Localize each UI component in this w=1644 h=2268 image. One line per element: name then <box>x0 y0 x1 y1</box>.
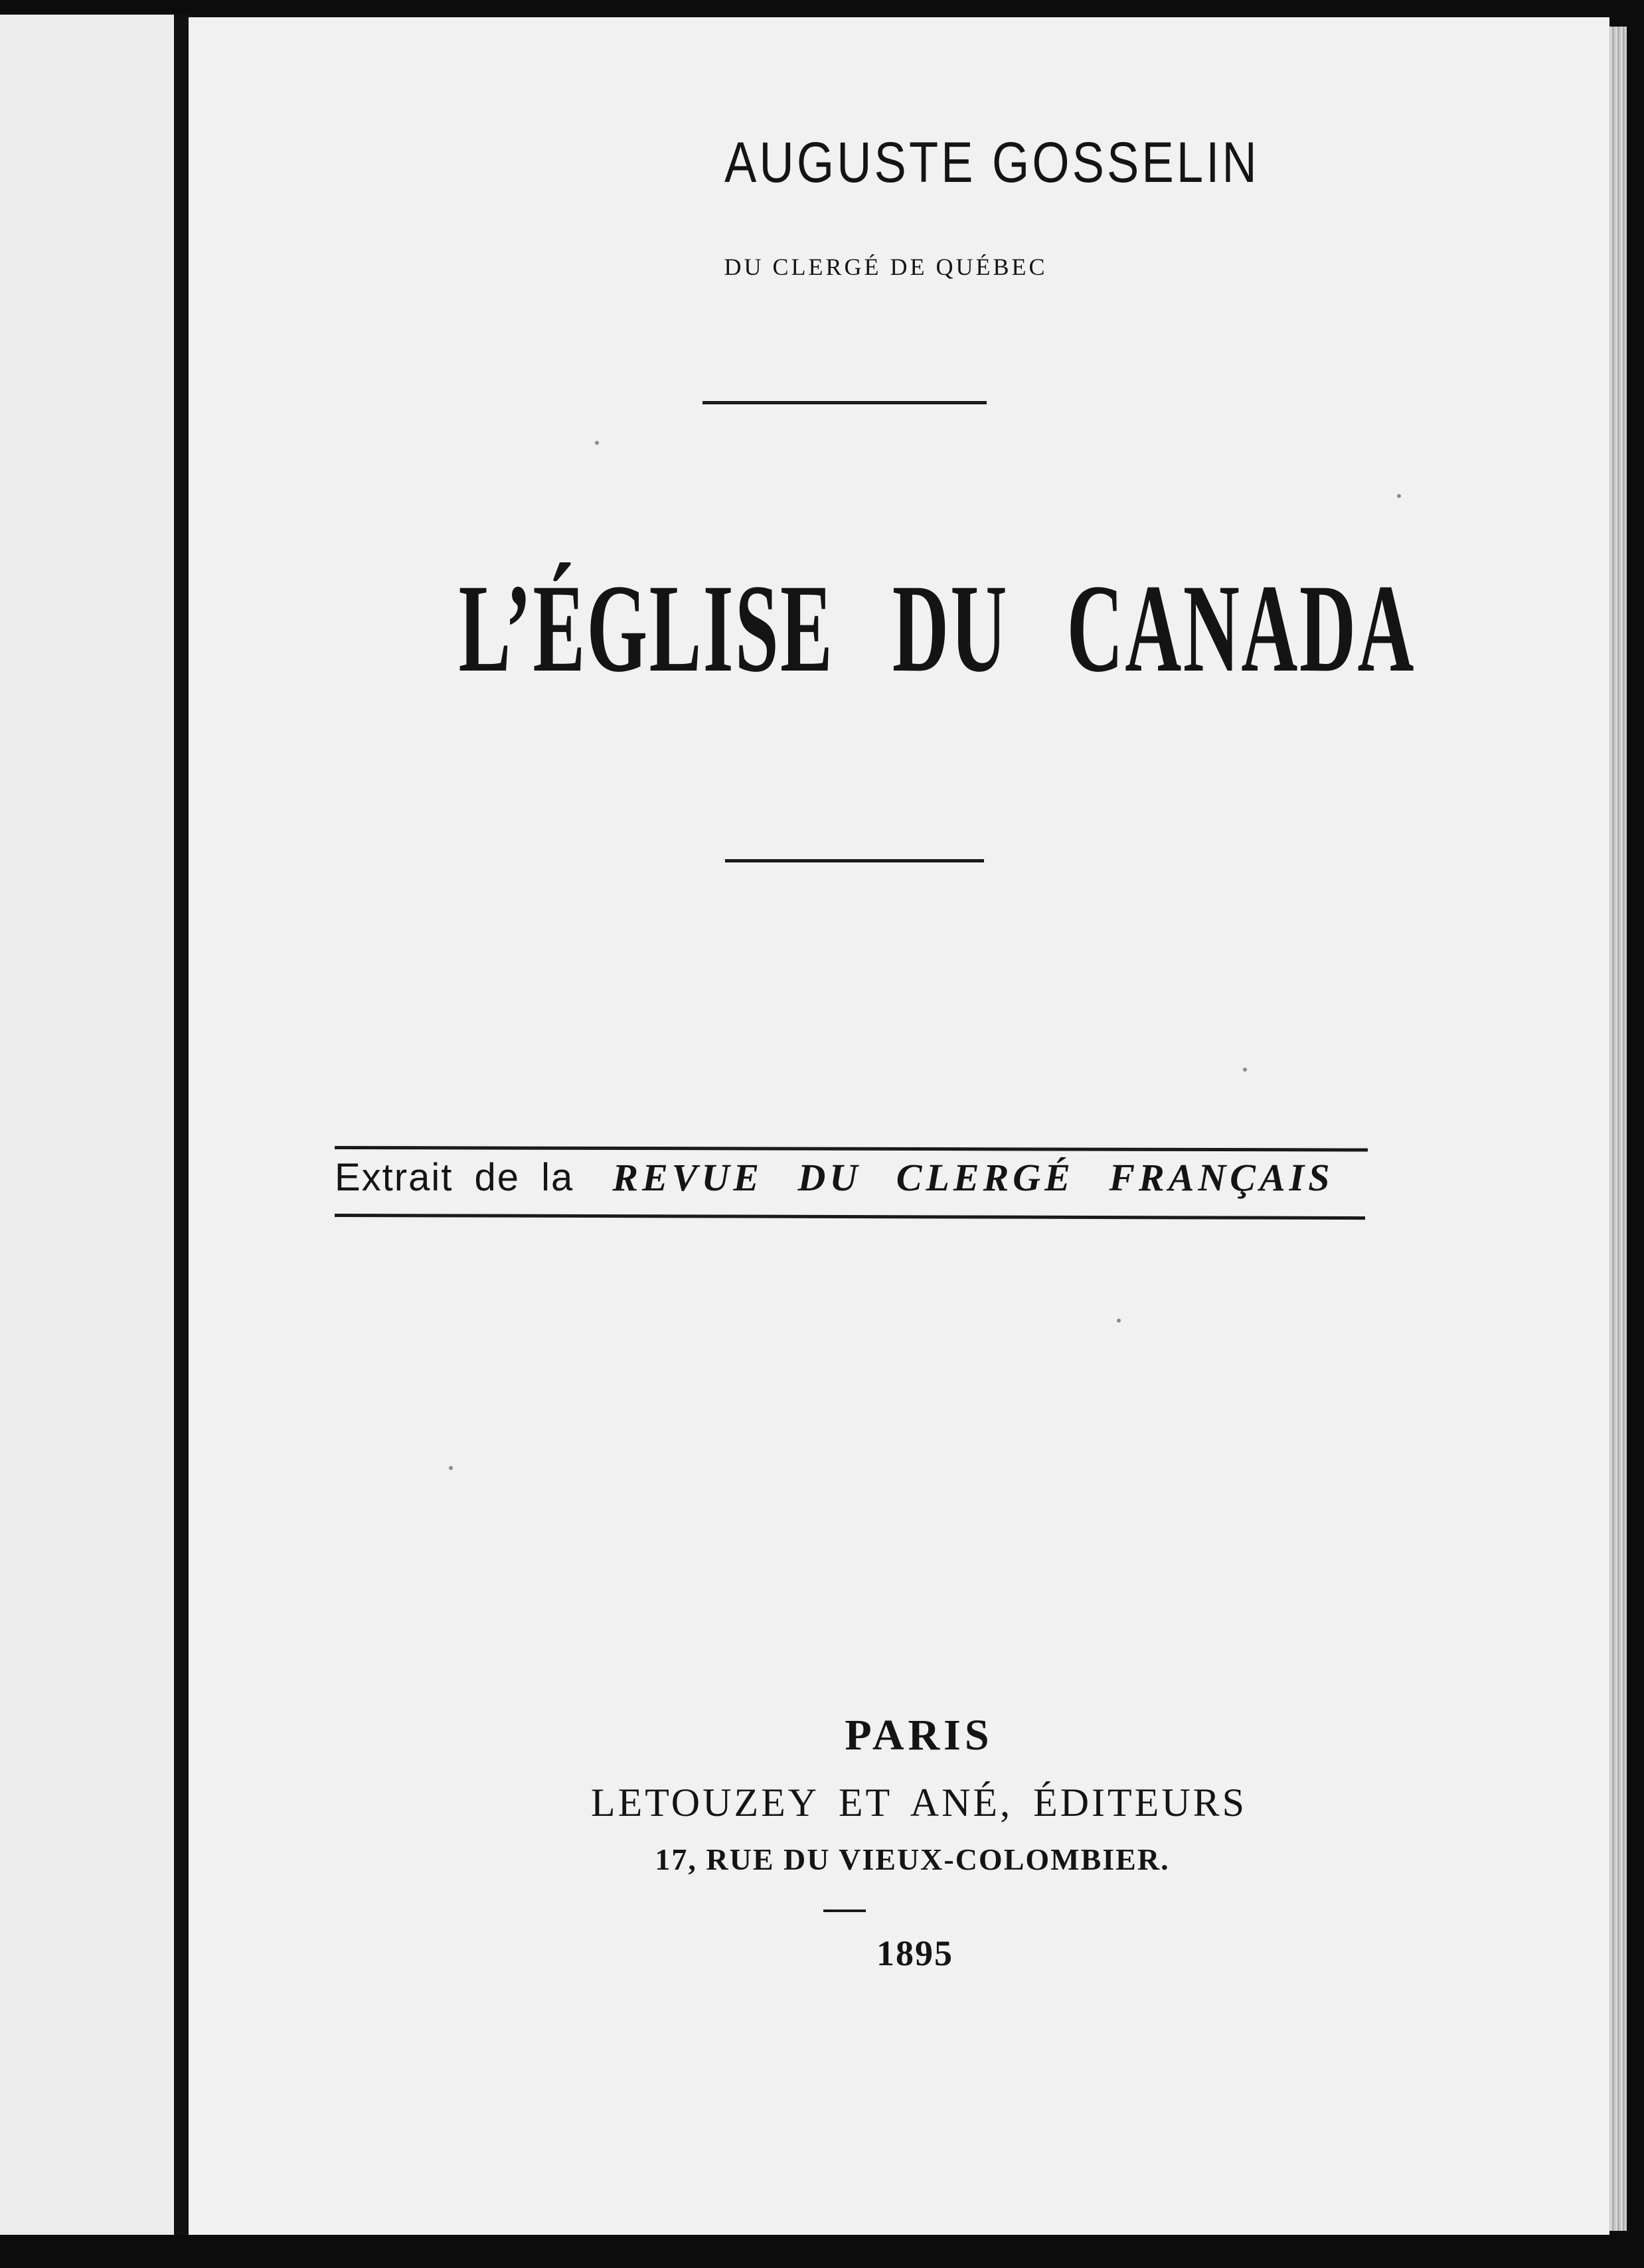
paper-speck <box>595 441 599 445</box>
paper-speck <box>1397 494 1401 498</box>
publication-year: 1895 <box>876 1933 953 1973</box>
extract-rule-top <box>335 1146 1368 1152</box>
publication-place: PARIS <box>845 1711 993 1759</box>
extract-label <box>335 1155 1370 1200</box>
journal-name: REVUE DU CLERGÉ FRANÇAIS <box>612 1156 1334 1199</box>
paper-speck <box>1243 1068 1247 1072</box>
author-name: AUGUSTE GOSSELIN <box>724 131 1260 195</box>
book-title: L’ÉGLISE DU CANADA <box>458 559 1416 698</box>
divider-rule-middle <box>725 859 984 862</box>
paper-speck <box>449 1466 453 1470</box>
page-edges <box>1609 27 1627 2231</box>
publisher-name: LETOUZEY ET ANÉ, ÉDITEURS <box>590 1781 1248 1824</box>
divider-rule-top <box>702 401 987 404</box>
extract-prefix: Extrait de la <box>335 1156 574 1199</box>
divider-rule-short <box>823 1909 866 1912</box>
title-page <box>189 17 1609 2235</box>
scan-border-bottom <box>0 2235 1644 2268</box>
extract-rule-bottom <box>335 1214 1365 1220</box>
paper-speck <box>1117 1319 1121 1323</box>
author-affiliation: DU CLERGÉ DE QUÉBEC <box>724 254 1048 280</box>
left-page-blank <box>0 15 174 2243</box>
publisher-address: 17, RUE DU VIEUX-COLOMBIER. <box>655 1842 1170 1876</box>
extract-notice <box>335 1146 1370 1231</box>
book-gutter <box>174 15 189 2243</box>
